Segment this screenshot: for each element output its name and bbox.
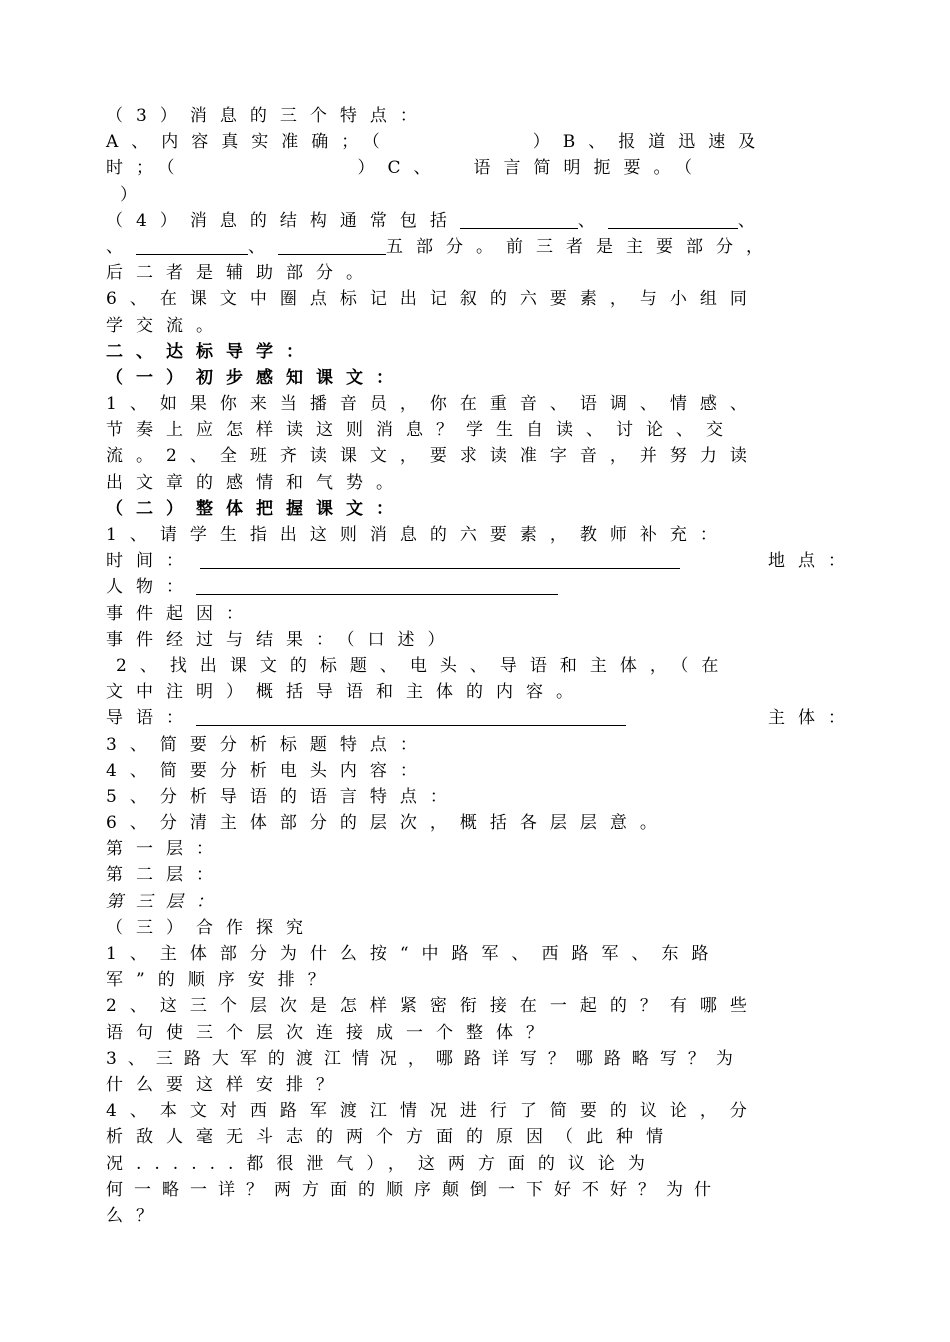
line-27 xyxy=(106,784,858,810)
line-5 xyxy=(106,208,858,234)
line-33 xyxy=(106,941,858,967)
text: 3、三路大军的渡江情况，哪路详写？哪路略写？为 xyxy=(106,1048,744,1069)
text: 1、请学生指出这则消息的六要素，教师补充： xyxy=(106,525,730,545)
text: 第一层： xyxy=(106,839,226,860)
line-1 xyxy=(106,103,858,129)
person-blank[interactable] xyxy=(196,576,558,595)
text: 文中注明）概括导语和主体的内容。 xyxy=(106,682,586,703)
line-20 xyxy=(106,601,858,627)
line-42 xyxy=(106,1177,858,1203)
text: 4、简要分析电头内容： xyxy=(106,760,430,781)
line-8 xyxy=(106,286,858,312)
text: 导语： xyxy=(106,708,196,729)
line-2 xyxy=(106,129,858,155)
line-17 xyxy=(106,522,858,548)
text: 学交流。 xyxy=(106,315,226,336)
text: 4、本文对西路军渡江情况进行了简要的议论，分 xyxy=(106,1101,760,1122)
section-heading-2 xyxy=(106,339,858,365)
text: 况......都很泄气），这两方面的议论为 xyxy=(106,1153,658,1174)
line-12 xyxy=(106,391,858,417)
text: 地点： xyxy=(768,551,858,572)
text: 节奏上应怎样读这则消息？学生自读、讨论、交 xyxy=(106,420,736,441)
text: 第三层： xyxy=(106,891,226,912)
line-21 xyxy=(106,627,858,653)
text: 1、主体部分为什么按“中路军、西路军、东路 xyxy=(106,944,722,964)
line-35 xyxy=(106,993,858,1019)
line-6 xyxy=(106,234,858,260)
line-41 xyxy=(106,1151,858,1177)
text: 3、简要分析标题特点： xyxy=(106,734,430,755)
line-25 xyxy=(106,732,858,758)
text: 事件起因： xyxy=(106,603,256,624)
text: 5、分析导语的语言特点： xyxy=(106,786,460,807)
subsection-heading-3 xyxy=(106,915,858,941)
line-15 xyxy=(106,470,858,496)
text: （一）初步感知课文： xyxy=(106,367,406,388)
text: 何一略一详？两方面的顺序颠倒一下好不好？为什 xyxy=(106,1179,722,1200)
line-31 xyxy=(106,889,858,915)
line-30 xyxy=(106,862,858,888)
blank-field[interactable] xyxy=(460,210,578,229)
line-28 xyxy=(106,810,858,836)
line-43 xyxy=(106,1203,858,1229)
text: 流。2、全班齐读课文，要求读准字音，并努力读 xyxy=(106,446,760,467)
text: 第二层： xyxy=(106,865,226,886)
line-23 xyxy=(106,679,858,705)
line-13 xyxy=(106,417,858,443)
text: 事件经过与结果：（口述） xyxy=(106,629,458,650)
line-9 xyxy=(106,313,858,339)
line-18 xyxy=(106,548,858,574)
text: 2、这三个层次是怎样紧密衔接在一起的？有哪些 xyxy=(106,996,760,1017)
text: （3）消息的三个特点： xyxy=(106,106,430,126)
subsection-heading-2 xyxy=(106,496,858,522)
line-39 xyxy=(106,1098,858,1124)
text: 出文章的感情和气势。 xyxy=(106,472,406,493)
text: 语言简明扼要。（ xyxy=(473,158,706,179)
line-40 xyxy=(106,1124,858,1150)
text: 主体： xyxy=(768,708,858,729)
text: A、内容真实准确；（ xyxy=(106,132,393,153)
line-7 xyxy=(106,260,858,286)
text: 6、分清主体部分的层次，概括各层层意。 xyxy=(106,813,670,834)
text: 什么要这样安排？ xyxy=(106,1074,346,1095)
line-22 xyxy=(106,653,858,679)
worksheet-page xyxy=(106,103,858,1229)
line-36 xyxy=(106,1020,858,1046)
line-38 xyxy=(106,1072,858,1098)
text: 语句使三个层次连接成一个整体？ xyxy=(106,1022,556,1043)
text: 6、在课文中圈点标记出记叙的六要素，与小组同 xyxy=(106,289,760,310)
line-24 xyxy=(106,705,858,731)
text: 2、找出课文的标题、电头、导语和主体，（在 xyxy=(116,655,732,676)
text: ） xyxy=(120,184,150,205)
text: 、 xyxy=(737,210,768,231)
text: 时；（ xyxy=(106,158,188,179)
line-3 xyxy=(106,155,858,181)
text: 人物： xyxy=(106,577,196,598)
line-29 xyxy=(106,836,858,862)
blank-field[interactable] xyxy=(278,236,386,255)
blank-field[interactable] xyxy=(136,236,248,255)
text: （三）合作探究 xyxy=(106,917,316,938)
text: 二、达标导学： xyxy=(106,341,316,362)
time-blank[interactable] xyxy=(200,550,680,569)
text: 后二者是辅助部分。 xyxy=(106,263,376,284)
line-14 xyxy=(106,443,858,469)
text: 、 xyxy=(577,210,608,231)
text: （二）整体把握课文： xyxy=(106,498,406,519)
text: 时间： xyxy=(106,551,196,572)
line-37 xyxy=(106,1046,858,1072)
text: （4）消息的结构通常包括 xyxy=(106,210,460,231)
text: 么？ xyxy=(106,1205,166,1226)
text: 、 xyxy=(106,236,136,257)
line-26 xyxy=(106,758,858,784)
line-34 xyxy=(106,967,858,993)
blank-field[interactable] xyxy=(608,210,738,229)
text: 军”的顺序安排？ xyxy=(106,970,338,991)
text: ）B、报道迅速及 xyxy=(532,132,769,153)
line-4 xyxy=(106,182,858,208)
text: 、 xyxy=(248,236,278,257)
lead-blank[interactable] xyxy=(196,707,626,726)
text: 析敌人毫无斗志的两个方面的原因（此种情 xyxy=(106,1127,676,1148)
subsection-heading-1 xyxy=(106,365,858,391)
text: 五部分。前三者是主要部分， xyxy=(386,236,776,257)
text: ）C、 xyxy=(357,158,444,179)
line-19 xyxy=(106,574,858,600)
text: 1、如果你来当播音员，你在重音、语调、情感、 xyxy=(106,394,760,415)
